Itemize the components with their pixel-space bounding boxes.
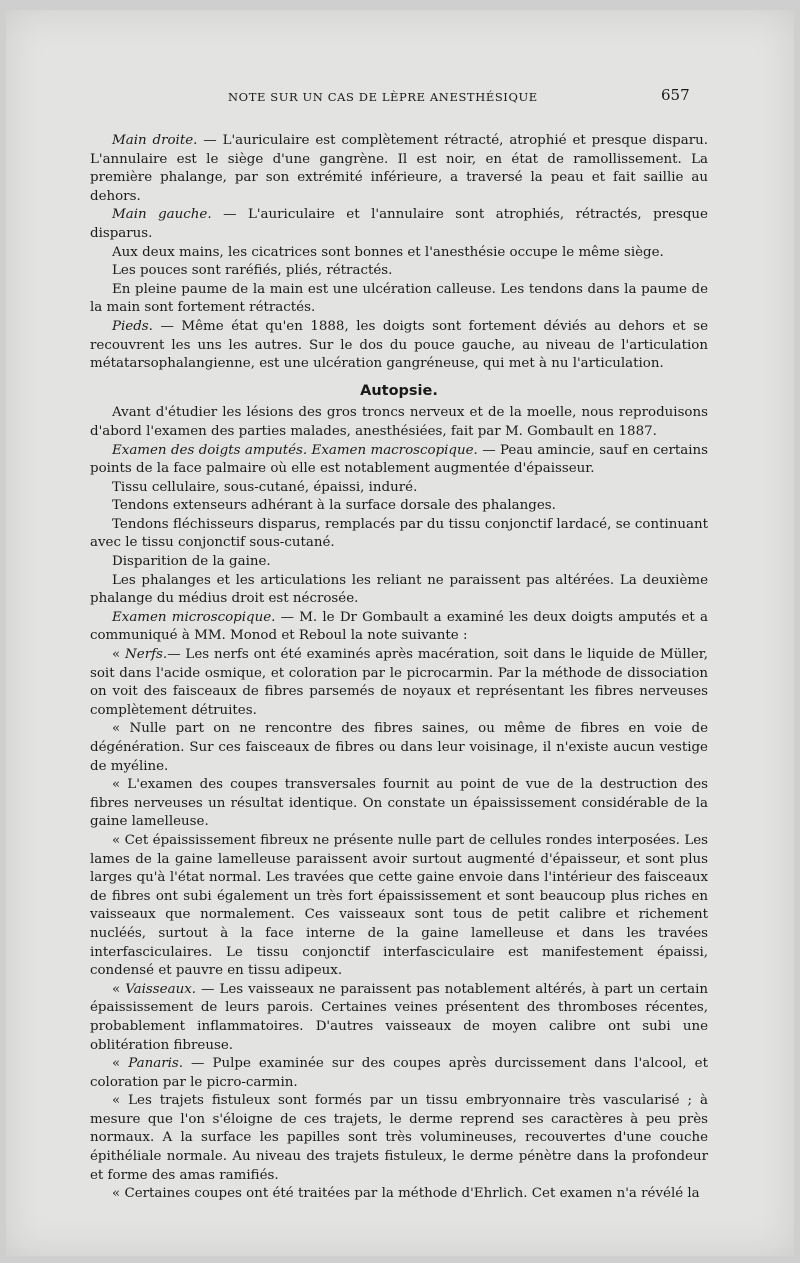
paragraph-text: Tendons extenseurs adhérant à la surface dorsale des phalanges. [112, 498, 556, 514]
quote-lead: Nerfs. [125, 647, 168, 663]
paragraph-text: — L'auriculaire et l'annulaire sont atrophiés, rétractés, presque disparus. [90, 207, 708, 241]
quote-text: Nulle part on ne rencontre des fibres saines, ou même de fibres en voie de dégénération. Sur ces faisceaux de fibres ou dans leur voisinage, il n'existe aucun vestige de myéline. [90, 721, 709, 774]
paragraph-text: Tendons fléchisseurs disparus, remplacés par du tissu conjonctif lardacé, se continuant avec le tissu conjonctif sous-cutané. [90, 516, 708, 551]
quote-paragraph [90, 776, 708, 832]
paragraph-lead: Examen des doigts amputés. Examen macroscopique. [112, 442, 478, 458]
paragraph [90, 262, 708, 281]
quote-lead: Vaisseaux. [125, 981, 197, 997]
quote-paragraph [90, 832, 708, 981]
quote-text: — Pulpe examinée sur des coupes après durcissement dans l'alcool, et coloration par le picro-carmin. [90, 1056, 708, 1090]
quote-paragraph [90, 1185, 708, 1204]
paragraph-text: Les phalanges et les articulations les reliant ne paraissent pas altérées. La deuxième phalange du médius droit est nécrosée. [90, 572, 708, 607]
paragraph-text: Aux deux mains, les cicatrices sont bonnes et l'anesthésie occupe le même siège. [112, 244, 664, 260]
paragraph [90, 318, 708, 374]
paragraph [90, 479, 708, 498]
quote-text: Certaines coupes ont été traitées par la méthode d'Ehrlich. Cet examen n'a révélé la [124, 1186, 700, 1202]
quote-text: L'examen des coupes transversales fournit au point de vue de la destruction des fibres nerveuses un résultat identique. On constate un épaississement considérable de la gaine lamelleuse. [90, 777, 708, 830]
paragraph-text: Les pouces sont raréfiés, pliés, rétractés. [112, 263, 393, 279]
paragraph [90, 404, 708, 441]
quote-paragraph [90, 981, 708, 1055]
paragraph-text: Avant d'étudier les lésions des gros troncs nerveux et de la moelle, nous reproduisons d'abord l'examen des parties malades, anesthésiées, fait par M. Gombault en 1887. [90, 405, 708, 439]
quote-text: — Les nerfs ont été examinés après macération, soit dans le liquide de Müller, soit dans l'acide osmique, et coloration par le picrocarmin. Par la méthode de dissociation on voit des faisceaux de fibres parsemés de noyaux et représentant les fibres nerveuses complètement détruites. [90, 647, 708, 718]
paragraph-text: — L'auriculaire est complètement rétracté, atrophié et presque disparu. L'annulaire est le siège d'une gangrène. Il est noir, en état de ramollissement. La première phalange, par son extrémité inférieure, a traversé la peau et fait saillie au dehors. [90, 133, 708, 204]
paragraph-text: Tissu cellulaire, sous-cutané, épaissi, induré. [112, 479, 418, 495]
paragraph [90, 281, 708, 318]
quote-paragraph [90, 1055, 708, 1092]
paragraph [90, 609, 708, 646]
paragraph [90, 553, 708, 572]
quote-text: Cet épaississement fibreux ne présente nulle part de cellules rondes interposées. Les lames de la gaine lamelleuse paraissent avoir surtout augmenté d'épaisseur, et sont plus larges qu'à l'état normal. Les travées que cette gaine envoie dans l'intérieur des faisceaux de fibres ont subi également un très fort épaississement et sont beaucoup plus riches en vaisseaux que normalement. Ces vaisseaux sont tous de petit calibre et richement nucléés, surtout à la face interne de la gaine lamelleuse et dans les travées interfasciculaires. Le tissu conjonctif interfasciculaire est manifestement épaissi, condensé et pauvre en tissu adipeux. [90, 832, 709, 979]
paragraph-lead: Examen microscopique. [112, 609, 276, 625]
quote-paragraph [90, 646, 708, 720]
quote-text: Les trajets fistuleux sont formés par un tissu embryonnaire très vascularisé ; à mesure que l'on s'éloigne de ces trajets, le derme reprend ses caractères à peu près normaux. A la surface les papilles sont très volumineuses, recouvertes d'une couche épithéliale normale. Au niveau des trajets fistuleux, le derme pénètre dans la profondeur et forme des amas ramifiés. [90, 1093, 708, 1183]
quote-text: — Les vaisseaux ne paraissent pas notablement altérés, à part un certain épaississement de leurs parois. Certaines veines présentent des thromboses récentes, probablement inflammatoires. D'autres vaisseaux de moyen calibre ont subi une oblitération fibreuse. [90, 981, 708, 1053]
page-number: 657 [661, 86, 690, 104]
quote-paragraph [90, 720, 708, 776]
quote-paragraph [90, 1092, 708, 1185]
paragraph [90, 132, 708, 206]
section-heading: Autopsie. [360, 382, 438, 399]
paragraph [90, 516, 708, 553]
paragraph [90, 442, 708, 479]
paragraph [90, 206, 708, 243]
running-title: NOTE SUR UN CAS DE LÈPRE ANESTHÉSIQUE [228, 90, 538, 104]
paragraph [90, 244, 708, 263]
paragraph-text: En pleine paume de la main est une ulcération calleuse. Les tendons dans la paume de la main sont fortement rétractés. [90, 281, 708, 316]
paragraph-text: — Peau amincie, sauf en certains points de la face palmaire où elle est notablement augmentée d'épaisseur. [90, 442, 709, 477]
paragraph-text: — Même état qu'en 1888, les doigts sont fortement déviés au dehors et se recouvrent les uns les autres. Sur le dos du pouce gauche, au niveau de l'articulation métatarsophalangienne, est une ulcération gangréneuse, qui met à nu l'articulation. [90, 318, 708, 372]
paragraph [90, 572, 708, 609]
page-body [90, 132, 708, 1204]
paragraph-lead: Pieds. [112, 318, 153, 334]
paragraph-lead: Main gauche. [112, 207, 212, 223]
book-page [6, 10, 794, 1256]
quote-lead: Panaris. [128, 1056, 184, 1072]
paragraph-text: Disparition de la gaine. [112, 554, 271, 570]
paragraph [90, 497, 708, 516]
paragraph-lead: Main droite. [112, 133, 198, 148]
paragraph-text: — M. le Dr Gombault a examiné les deux doigts amputés et a communiqué à MM. Monod et Reboul la note suivante : [90, 609, 708, 644]
